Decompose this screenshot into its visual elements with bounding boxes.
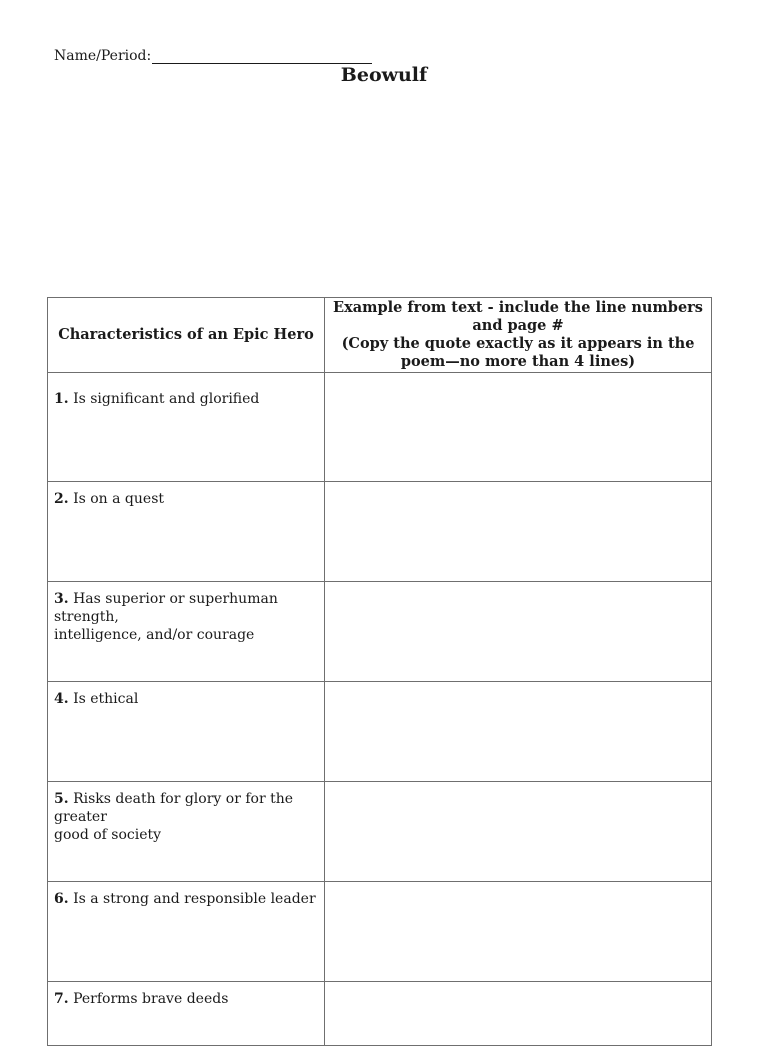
- epic-hero-table: [47, 297, 712, 1046]
- example-header-instructions: Example from text - include the line numbers and page #: [333, 299, 703, 334]
- characteristic-number: 6.: [54, 891, 69, 907]
- characteristic-cell: [48, 682, 325, 782]
- example-answer-cell[interactable]: [325, 882, 712, 982]
- characteristic-text: Has superior or superhuman strength,: [54, 591, 278, 625]
- characteristic-text: Is a strong and responsible leader: [73, 891, 316, 907]
- table-row: [48, 682, 712, 782]
- name-period-label: Name/Period:: [54, 48, 152, 64]
- table-row: [48, 882, 712, 982]
- example-answer-cell[interactable]: [325, 373, 712, 482]
- characteristic-number: 3.: [54, 591, 69, 607]
- table-row: [48, 582, 712, 682]
- characteristic-text-continued: good of society: [54, 827, 162, 843]
- characteristic-number: 4.: [54, 691, 69, 707]
- example-answer-cell[interactable]: [325, 782, 712, 882]
- characteristic-number: 5.: [54, 791, 69, 807]
- example-answer-cell[interactable]: [325, 682, 712, 782]
- table-header-row: [48, 298, 712, 373]
- table-row: [48, 482, 712, 582]
- table-row: [48, 782, 712, 882]
- characteristic-text: Risks death for glory or for the greater: [54, 791, 294, 825]
- characteristic-number: 7.: [54, 991, 69, 1007]
- characteristic-cell: [48, 782, 325, 882]
- characteristic-text: Is ethical: [73, 691, 139, 707]
- characteristic-text: Is on a quest: [73, 491, 165, 507]
- example-header-note: (Copy the quote exactly as it appears in the poem—no more than 4 lines): [341, 335, 695, 370]
- table-row: [48, 982, 712, 1046]
- example-answer-cell[interactable]: [325, 482, 712, 582]
- characteristic-cell: [48, 582, 325, 682]
- characteristic-text: Is significant and glorified: [73, 391, 260, 407]
- characteristic-cell: [48, 982, 325, 1046]
- name-period-field: [54, 46, 372, 64]
- characteristic-text: Performs brave deeds: [73, 991, 229, 1007]
- example-answer-cell[interactable]: [325, 582, 712, 682]
- example-answer-cell[interactable]: [325, 982, 712, 1046]
- characteristic-number: 2.: [54, 491, 69, 507]
- characteristic-cell: [48, 373, 325, 482]
- characteristic-cell: [48, 882, 325, 982]
- characteristics-header: Characteristics of an Epic Hero: [48, 298, 325, 373]
- characteristic-cell: [48, 482, 325, 582]
- characteristic-text-continued: intelligence, and/or courage: [54, 627, 255, 643]
- table-row: [48, 373, 712, 482]
- characteristic-number: 1.: [54, 391, 69, 407]
- page-title: Beowulf: [340, 64, 428, 86]
- name-period-blank[interactable]: [152, 46, 372, 64]
- example-header: [325, 298, 712, 373]
